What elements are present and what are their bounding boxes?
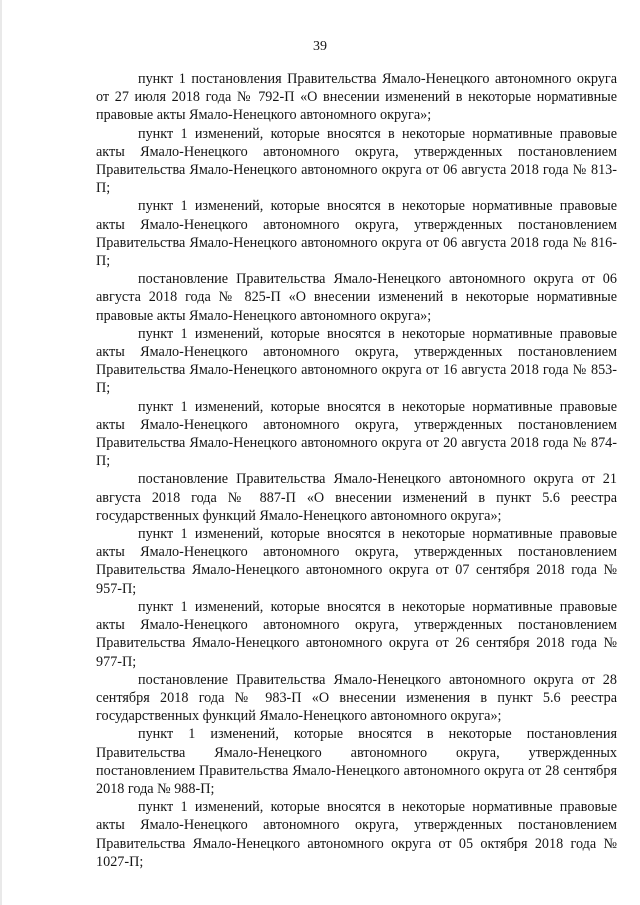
paragraph-9: пункт 1 изменений, которые вносятся в некоторые нормативные правовые акты Ямало-Ненецкого автономного округа, утвержденных постановлением Правительства Ямало-Ненецкого автономного округа от 26 сентября 2018 года № 977-П; bbox=[96, 598, 617, 670]
paragraph-10: постановление Правительства Ямало-Ненецкого автономного округа от 28 сентября 2018 года № 983-П «О внесении изменения в пункт 5.6 реестра государственных функций Ямало-Ненецкого автономного округа»; bbox=[96, 671, 617, 725]
paragraph-11: пункт 1 изменений, которые вносятся в некоторые постановления Правительства Ямало-Ненецкого автономного округа, утвержденных постановлением Правительства Ямало-Ненецкого автономного округа от 28 сентября 2018 года № 988-П; bbox=[96, 726, 617, 797]
paragraph-2: пункт 1 изменений, которые вносятся в некоторые нормативные правовые акты Ямало-Ненецкого автономного округа, утвержденных постановлением Правительства Ямало-Ненецкого автономного округа от 06 августа 2018 года № 813-П; bbox=[96, 125, 617, 197]
scan-edge bbox=[0, 0, 2, 905]
paragraph-6: пункт 1 изменений, которые вносятся в некоторые нормативные правовые акты Ямало-Ненецкого автономного округа, утвержденных постановлением Правительства Ямало-Ненецкого автономного округа от 20 августа 2018 года № 874-П; bbox=[96, 398, 617, 470]
document-body bbox=[96, 70, 617, 871]
paragraph-8: пункт 1 изменений, которые вносятся в некоторые нормативные правовые акты Ямало-Ненецкого автономного округа, утвержденных постановлением Правительства Ямало-Ненецкого автономного округа от 07 сентября 2018 года № 957-П; bbox=[96, 526, 617, 597]
paragraph-12: пункт 1 изменений, которые вносятся в некоторые нормативные правовые акты Ямало-Ненецкого автономного округа, утвержденных постановлением Правительства Ямало-Ненецкого автономного округа от 05 октября 2018 года № 1027-П; bbox=[96, 799, 617, 870]
paragraph-5: пункт 1 изменений, которые вносятся в некоторые нормативные правовые акты Ямало-Ненецкого автономного округа, утвержденных постановлением Правительства Ямало-Ненецкого автономного округа от 16 августа 2018 года № 853-П; bbox=[96, 325, 617, 397]
paragraph-3: пункт 1 изменений, которые вносятся в некоторые нормативные правовые акты Ямало-Ненецкого автономного округа, утвержденных постановлением Правительства Ямало-Ненецкого автономного округа от 06 августа 2018 года № 816-П; bbox=[96, 198, 617, 270]
paragraph-1: пункт 1 постановления Правительства Ямало-Ненецкого автономного округа от 27 июля 2018 года № 792-П «О внесении изменений в некоторые нормативные правовые акты Ямало-Ненецкого автономного округа»; bbox=[96, 71, 617, 124]
page-number: 39 bbox=[313, 39, 327, 54]
paragraph-4: постановление Правительства Ямало-Ненецкого автономного округа от 06 августа 2018 года № 825-П «О внесении изменений в некоторые нормативные правовые акты Ямало-Ненецкого автономного округа»; bbox=[96, 271, 617, 324]
paragraph-7: постановление Правительства Ямало-Ненецкого автономного округа от 21 августа 2018 года № 887-П «О внесении изменений в пункт 5.6 реестра государственных функций Ямало-Ненецкого автономного округа»; bbox=[96, 471, 617, 524]
